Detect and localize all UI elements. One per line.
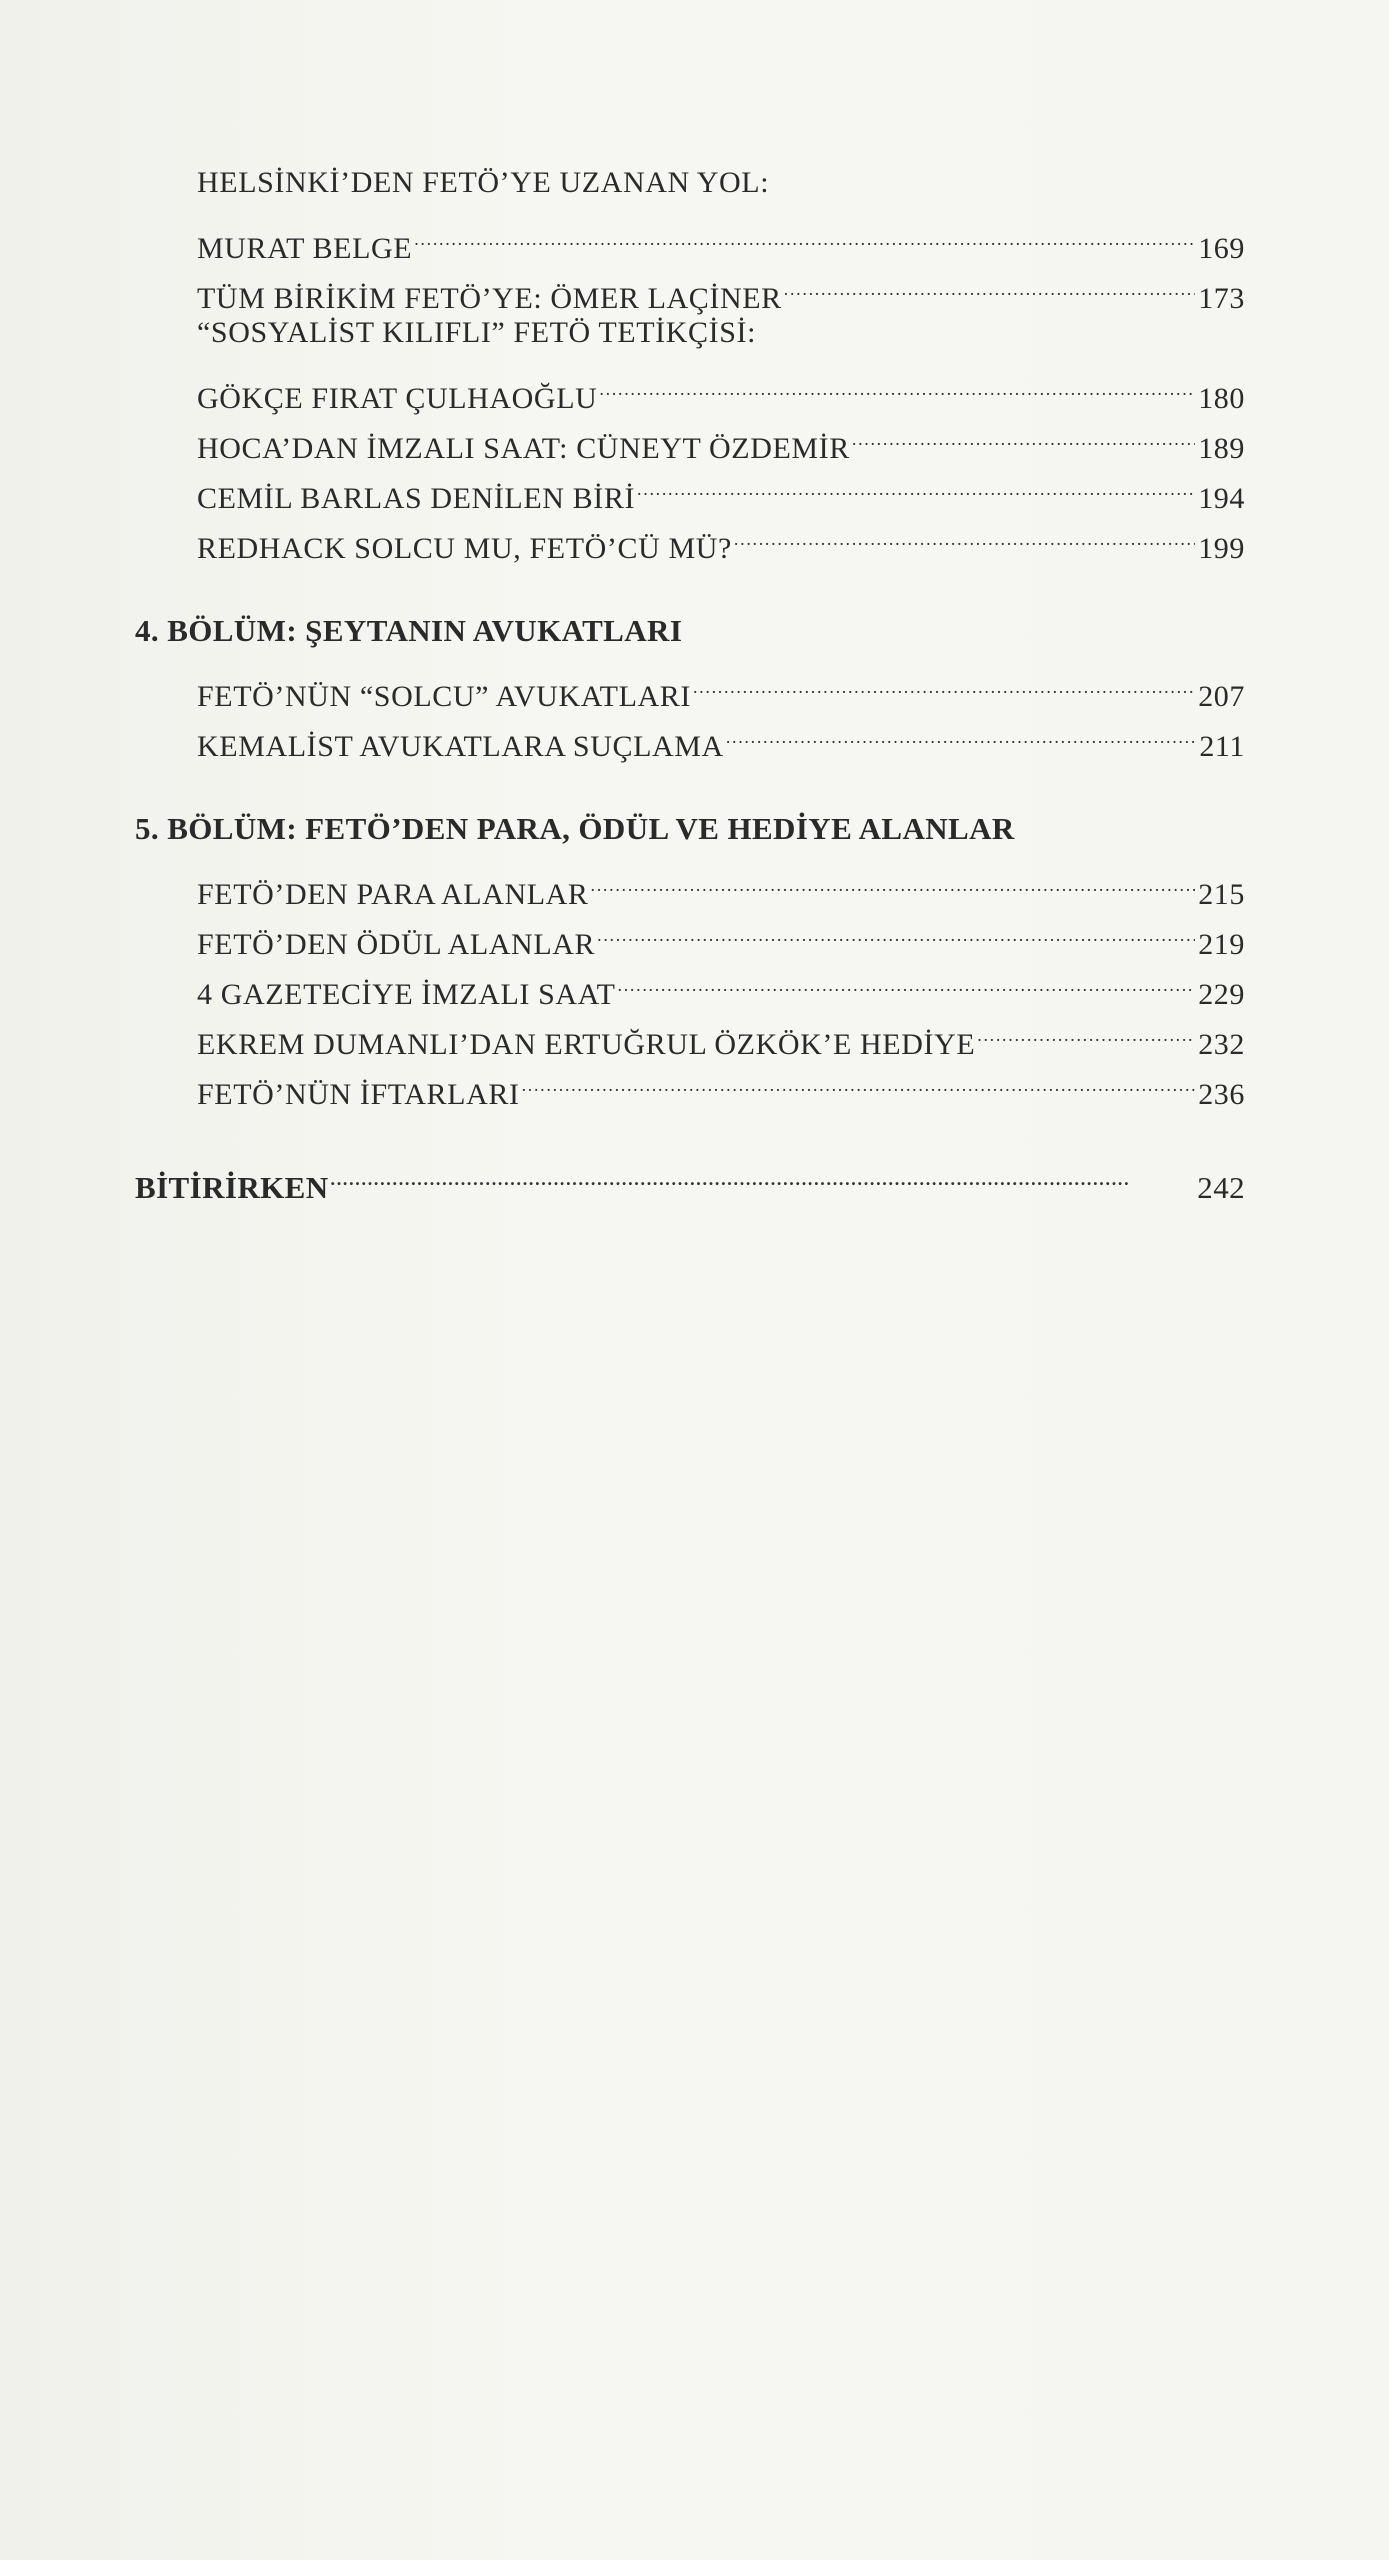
toc-entry-title: 4 GAZETECİYE İMZALI SAAT — [197, 978, 616, 1011]
toc-entry[interactable] — [135, 258, 1245, 315]
toc-page-number: 211 — [1199, 730, 1245, 763]
dot-leader — [618, 954, 1195, 1004]
toc-entry-title: TÜM BİRİKİM FETÖ’YE: ÖMER LAÇİNER — [197, 282, 782, 315]
toc-page-number: 173 — [1198, 282, 1245, 315]
toc-entry-title: CEMİL BARLAS DENİLEN BİRİ — [197, 482, 636, 515]
toc-page-number: 236 — [1198, 1078, 1245, 1111]
dot-leader — [726, 706, 1195, 756]
toc-entry-title: HOCA’DAN İMZALI SAAT: CÜNEYT ÖZDEMİR — [197, 432, 850, 465]
toc-page-number: 169 — [1198, 232, 1245, 265]
dot-leader — [852, 408, 1195, 458]
dot-leader — [784, 258, 1195, 308]
toc-page-number: 189 — [1198, 432, 1245, 465]
table-of-contents — [135, 158, 1245, 1205]
section-heading-4[interactable] — [135, 606, 1245, 656]
section-heading-5[interactable] — [135, 804, 1245, 854]
toc-entry[interactable] — [135, 854, 1245, 911]
toc-entry[interactable] — [135, 158, 1245, 208]
section-title: 4. BÖLÜM: ŞEYTANIN AVUKATLARI — [135, 613, 683, 648]
toc-page-number: 242 — [1197, 1170, 1245, 1205]
toc-entry[interactable] — [135, 408, 1245, 465]
toc-entry[interactable] — [135, 208, 1245, 265]
dot-leader — [331, 1148, 1196, 1198]
toc-page-number: 194 — [1198, 482, 1245, 515]
toc-page-number: 232 — [1198, 1028, 1245, 1061]
toc-entry-title: MURAT BELGE — [197, 232, 413, 265]
toc-entry-title: EKREM DUMANLI’DAN ERTUĞRUL ÖZKÖK’E HEDİYE — [197, 1028, 976, 1061]
dot-leader — [977, 1004, 1195, 1054]
toc-entry-title: KEMALİST AVUKATLARA SUÇLAMA — [197, 730, 724, 763]
toc-entry[interactable] — [135, 508, 1245, 565]
toc-entry[interactable] — [135, 656, 1245, 713]
toc-entry[interactable] — [135, 1054, 1245, 1111]
toc-entry-title: GÖKÇE FIRAT ÇULHAOĞLU — [197, 382, 598, 415]
toc-entry[interactable] — [135, 458, 1245, 515]
toc-page-number: 219 — [1198, 928, 1245, 961]
toc-entry[interactable] — [135, 954, 1245, 1011]
dot-leader — [597, 904, 1195, 954]
toc-entry[interactable] — [135, 904, 1245, 961]
section-title: BİTİRİRKEN — [135, 1170, 329, 1205]
toc-entry-title: HELSİNKİ’DEN FETÖ’YE UZANAN YOL: — [197, 166, 770, 199]
dot-leader — [414, 208, 1195, 258]
toc-entry-title: FETÖ’NÜN İFTARLARI — [197, 1078, 520, 1111]
toc-entry-title: FETÖ’NÜN “SOLCU” AVUKATLARI — [197, 680, 691, 713]
dot-leader — [522, 1054, 1195, 1104]
toc-page-number: 180 — [1198, 382, 1245, 415]
toc-entry[interactable] — [135, 706, 1245, 763]
dot-leader — [637, 458, 1195, 508]
toc-entry[interactable] — [135, 1004, 1245, 1061]
toc-page-number: 229 — [1198, 978, 1245, 1011]
dot-leader — [599, 358, 1195, 408]
toc-page-number: 215 — [1198, 878, 1245, 911]
dot-leader — [591, 854, 1195, 904]
toc-entry-title: FETÖ’DEN ÖDÜL ALANLAR — [197, 928, 596, 961]
dot-leader — [734, 508, 1195, 558]
toc-entry-title: REDHACK SOLCU MU, FETÖ’CÜ MÜ? — [197, 532, 732, 565]
dot-leader — [693, 656, 1195, 706]
toc-entry-closing[interactable] — [135, 1148, 1245, 1205]
toc-page-number: 207 — [1198, 680, 1245, 713]
toc-page-number: 199 — [1198, 532, 1245, 565]
toc-entry[interactable] — [135, 308, 1245, 358]
toc-entry-title: FETÖ’DEN PARA ALANLAR — [197, 878, 589, 911]
toc-entry-title: “SOSYALİST KILIFLI” FETÖ TETİKÇİSİ: — [197, 316, 757, 349]
toc-entry[interactable] — [135, 358, 1245, 415]
section-title: 5. BÖLÜM: FETÖ’DEN PARA, ÖDÜL VE HEDİYE ALANLAR — [135, 811, 1015, 846]
